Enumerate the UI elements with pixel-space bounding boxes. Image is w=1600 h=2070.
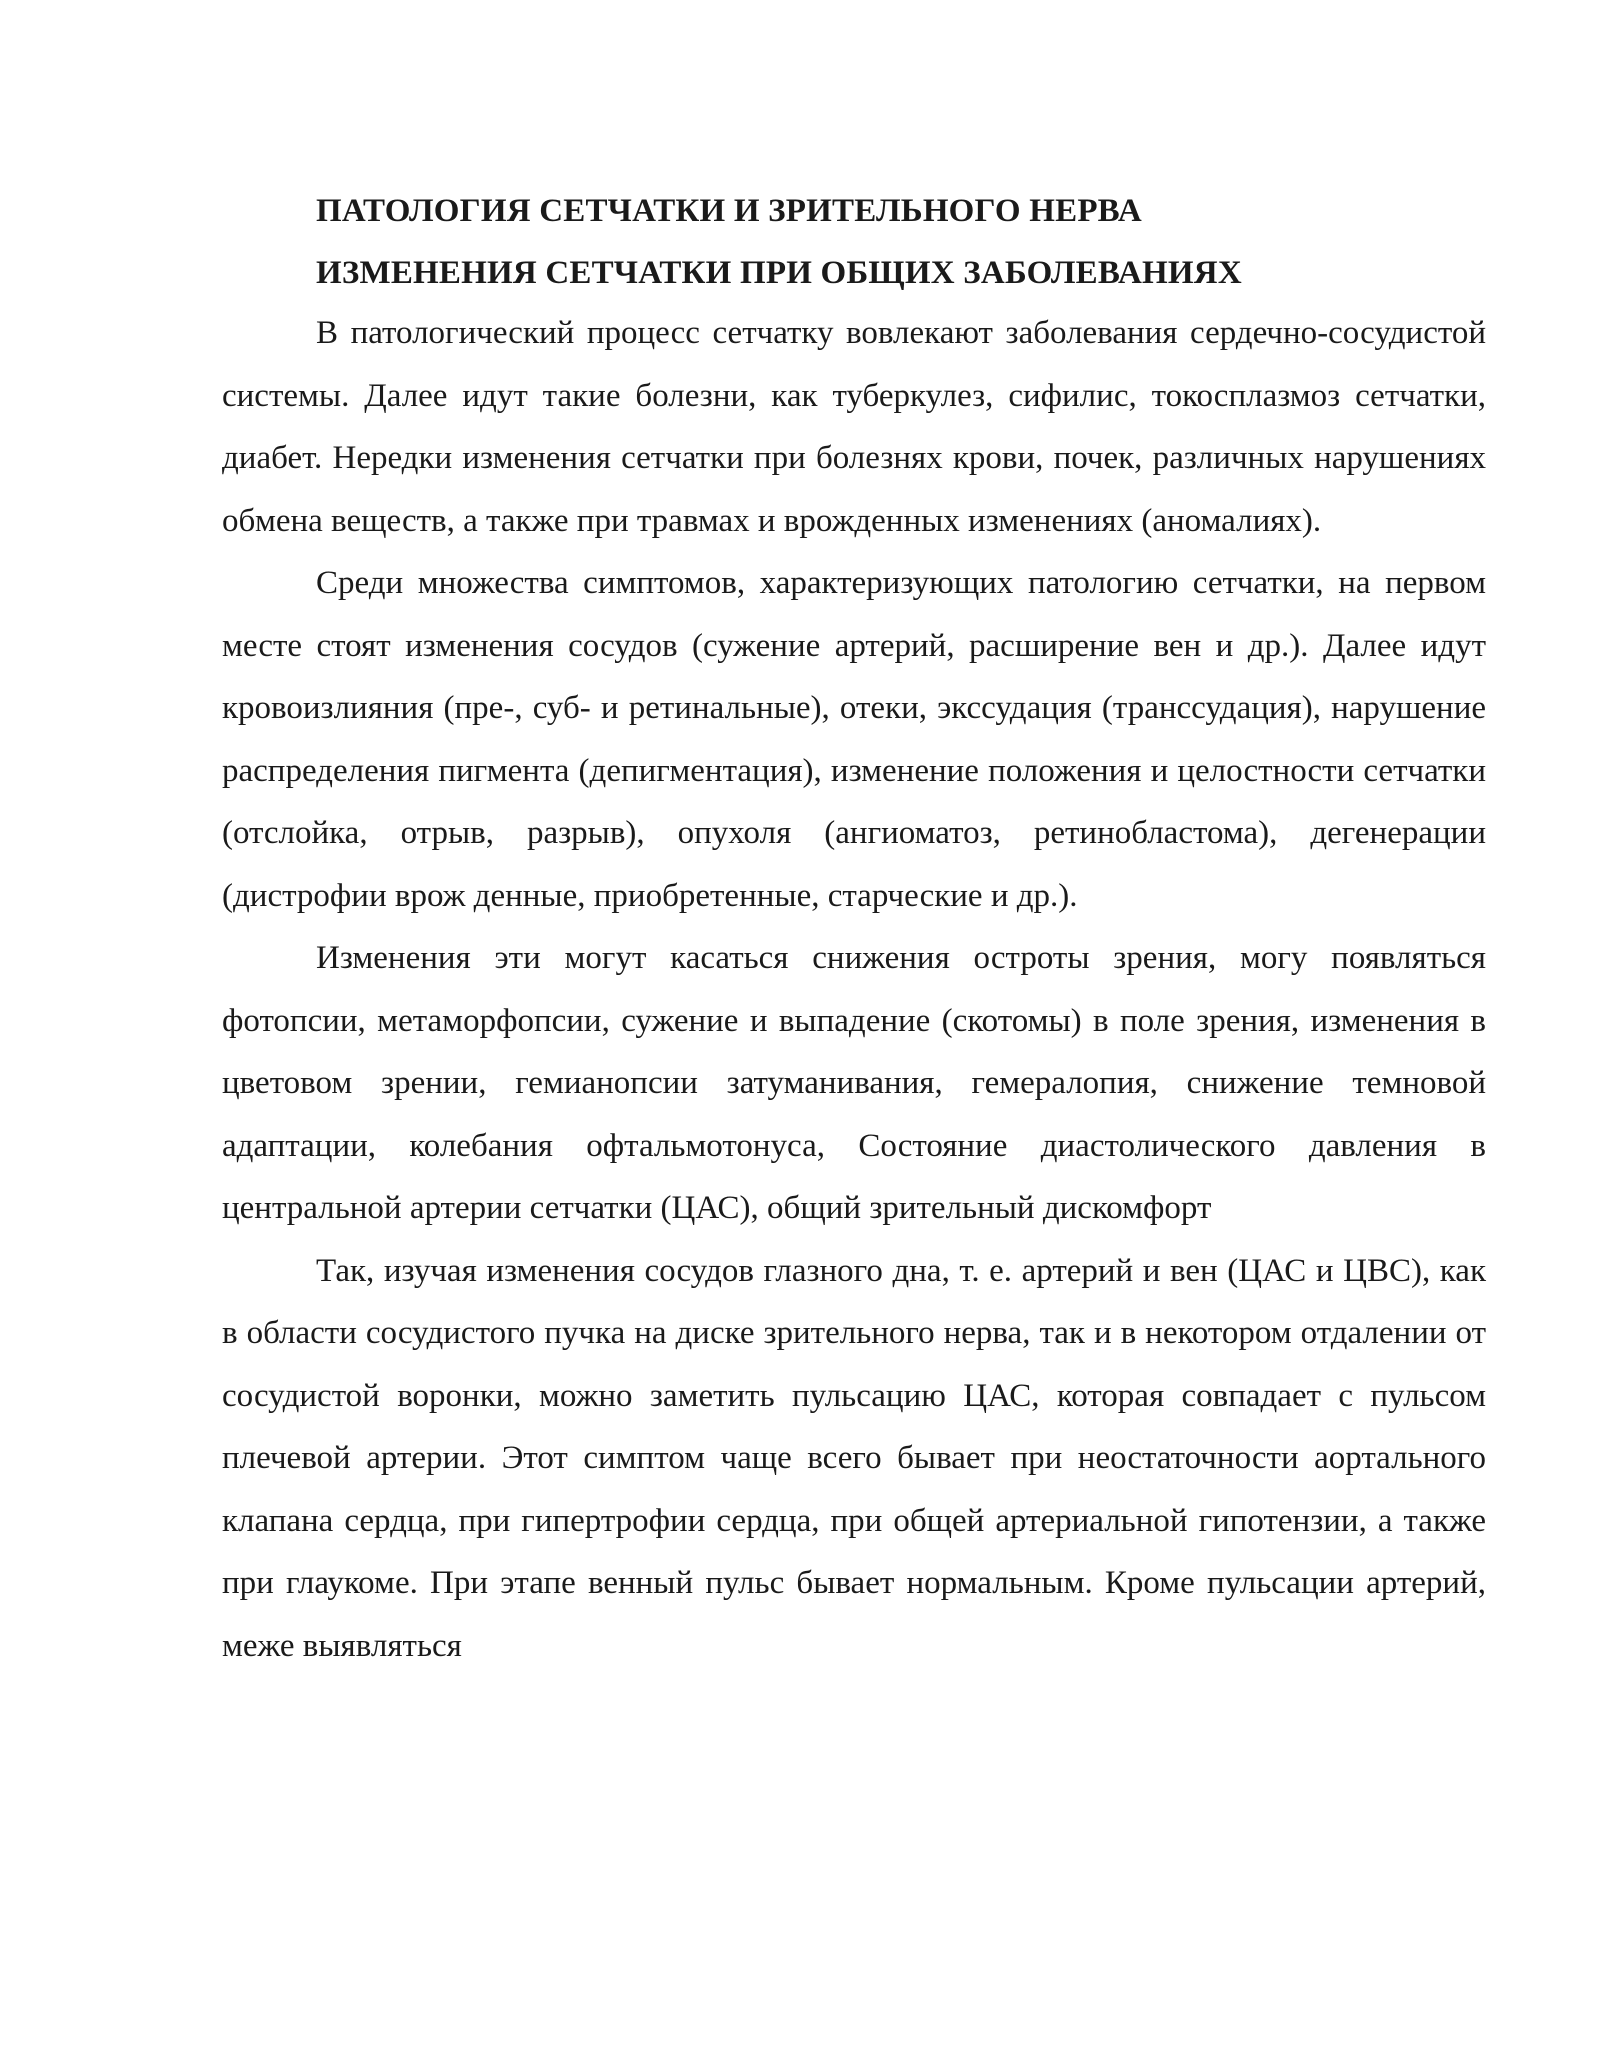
paragraph-retina-diseases: В патологический процесс сетчатку вовлекают заболевания сердечно-сосудистой системы. Далее идут такие болезни, как туберкулез, сифилис, токосплазмоз сетчатки, диабет. Нередки изменения сетчатки при болезнях крови, почек, различных нарушениях обмена веществ, а также при травмах и врожденных изменениях (аномалиях).: [222, 315, 1486, 539]
document-title: ПАТОЛОГИЯ СЕТЧАТКИ И ЗРИТЕЛЬНОГО НЕРВА: [316, 193, 1142, 229]
paragraph-vision-changes: Изменения эти могут касаться снижения остроты зрения, могу появляться фотопсии, метаморфопсии, сужение и выпадение (скотомы) в поле зрения, изменения в цветовом зрении, гемианопсии затуманивания, гемералопия, снижение темновой адаптации, колебания офтальмотонуса, Состояние диастолического давления в центральной артерии сетчатки (ЦАС), общий зрительный дискомфорт: [222, 940, 1486, 1226]
paragraph-retina-symptoms: Среди множества симптомов, характеризующих патологию сетчатки, на первом месте стоят изменения сосудов (сужение артерий, расширение вен и др.). Далее идут кровоизлияния (пре-, суб- и ретинальные), отеки, экссудация (транссудация), нарушение распределения пигмента (депигментация), изменение положения и целостности сетчатки (отслойка, отрыв, разрыв), опухоля (ангиоматоз, ретинобластома), дегенерации (дистрофии врож денные, приобретенные, старческие и др.).: [222, 565, 1486, 914]
section-title: ИЗМЕНЕНИЯ СЕТЧАТКИ ПРИ ОБЩИХ ЗАБОЛЕВАНИЯХ: [316, 255, 1242, 291]
heading-block: [316, 180, 1486, 304]
document-body: [222, 302, 1486, 1677]
paragraph-vessel-pulsation: Так, изучая изменения сосудов глазного дна, т. е. артерий и вен (ЦАС и ЦВС), как в области сосудистого пучка на диске зрительного нерва, так и в некотором отдалении от сосудистой воронки, можно заметить пульсацию ЦАС, которая совпадает с пульсом плечевой артерии. Этот симптом чаще всего бывает при неостаточности аортального клапана сердца, при гипертрофии сердца, при общей артериальной гипотензии, а также при глаукоме. При этапе венный пульс бывает нормальным. Кроме пульсации артерий, меже выявляться: [222, 1252, 1486, 1664]
